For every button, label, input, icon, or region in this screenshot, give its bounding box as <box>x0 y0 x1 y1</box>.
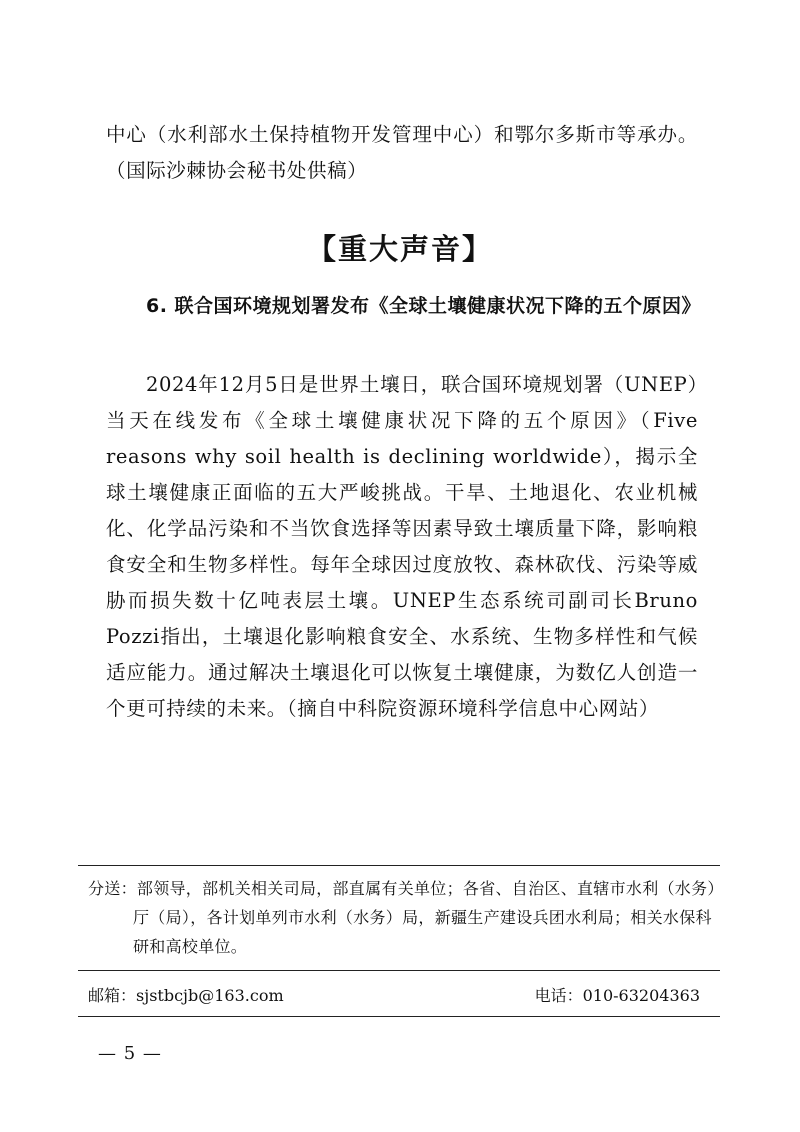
section-heading: 【重大声音】 <box>306 232 493 266</box>
email-block <box>88 982 284 1010</box>
page-number: — 5 — <box>98 1043 162 1064</box>
article-title: 6. 联合国环境规划署发布《全球土壤健康状况下降的五个原因》 <box>146 295 702 317</box>
email-address: sjstbcjb@163.com <box>136 986 284 1005</box>
distribution-text: 部领导，部机关相关司局，部直属有关单位；各省、自治区、直辖市水利（水务）厅（局），各计划单列市水利（水务）局，新疆生产建设兵团水利局；相关水保科研和高校单位。 <box>133 879 716 956</box>
phone-label: 电话： <box>534 986 583 1005</box>
contact-row <box>88 982 700 1010</box>
footer-top-rule <box>78 865 720 866</box>
article-body: 2024年12月5日是世界土壤日，联合国环境规划署（UNEP）当天在线发布《全球土壤健康状况下降的五个原因》（Five reasons why soil health is declining worldwide），揭示全球土壤健康正面临的五大严峻挑战。干旱、土地退化、农业机械化、化学品污染和不当饮食选择等因素导致土壤质量下降，影响粮食安全和生物多样性。每年全球因过度放牧、森林砍伐、污染等威胁而损失数十亿吨表层土壤。UNEP生态系统司副司长Bruno Pozzi指出，土壤退化影响粮食安全、水系统、生物多样性和气候适应能力。通过解决土壤退化可以恢复土壤健康，为数亿人创造一个更可持续的未来。（摘自中科院资源环境科学信息中心网站） <box>106 373 698 720</box>
footer-middle-rule <box>78 970 720 971</box>
footer-bottom-rule <box>78 1016 720 1017</box>
phone-number: 010-63204363 <box>582 986 700 1005</box>
distribution-block <box>88 874 716 961</box>
email-label: 邮箱： <box>88 986 137 1005</box>
distribution-line <box>88 874 716 961</box>
intro-paragraph: 中心（水利部水土保持植物开发管理中心）和鄂尔多斯市等承办。（国际沙棘协会秘书处供稿） <box>106 123 698 182</box>
distribution-label: 分送： <box>88 879 137 898</box>
phone-block <box>535 982 700 1010</box>
